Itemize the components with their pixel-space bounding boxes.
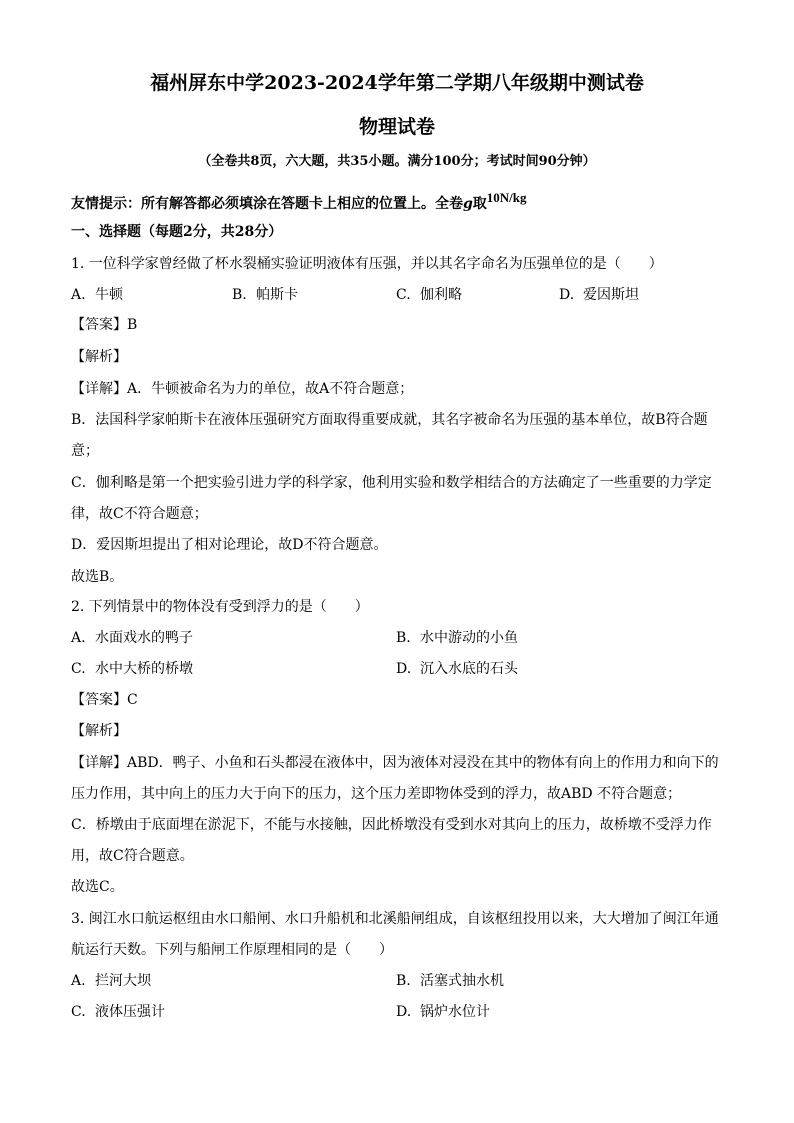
q3-option-a: A. 拦河大坝 [71, 973, 151, 989]
q1-option-b: B. 帕斯卡 [232, 287, 298, 303]
question-3-stem-cont: 航运行天数。下列与船闸工作原理相同的是（ ） [71, 942, 393, 958]
q2-answer: 【答案】C [71, 692, 138, 708]
question-1-stem: 1. 一位科学家曾经做了杯水裂桶实验证明液体有压强，并以其名字命名为压强单位的是（ ） [71, 256, 663, 272]
q3-option-b: B. 活塞式抽水机 [396, 973, 504, 989]
q2-detail-line: 【详解】ABD．鸭子、小鱼和石头都浸在液体中，因为液体对浸没在其中的物体有向上的作用力和向下的 [71, 755, 719, 771]
q2-analysis-label: 【解析】 [71, 723, 127, 739]
q2-detail-line: 用，故C符合题意。 [71, 848, 194, 864]
q3-option-c: C. 液体压强计 [71, 1004, 165, 1020]
question-3-stem: 3. 闽江水口航运枢纽由水口船闸、水口升船机和北溪船闸组成，自该枢纽投用以来，大大增加了闽江年通 [71, 911, 719, 927]
q2-option-c: C. 水中大桥的桥墩 [71, 661, 193, 677]
tip-text: 友情提示：所有解答都必须填涂在答题卡上相应的位置上。全卷 [71, 196, 463, 212]
q2-detail-line: 压力作用，其中向上的压力大于向下的压力，这个压力差即物体受到的浮力，故ABD 不符合题意； [71, 786, 682, 802]
q1-detail-line: 律，故C不符合题意； [71, 506, 208, 522]
friendly-tip [71, 188, 527, 214]
tip-take: 取 [472, 196, 487, 212]
q1-detail-line: 意； [71, 443, 99, 459]
q1-conclusion: 故选B。 [71, 569, 124, 585]
q1-option-d: D. 爱因斯坦 [559, 287, 639, 303]
section-heading: 一、选择题（每题2分，共28分） [71, 224, 283, 240]
tip-g: g [463, 196, 473, 212]
q1-detail-line: B．法国科学家帕斯卡在液体压强研究方面取得重要成就，其名字被命名为压强的基本单位，故B符合题 [71, 412, 708, 428]
q1-detail-line: 【详解】A．牛顿被命名为力的单位，故A不符合题意； [71, 381, 414, 397]
exam-info: （全卷共8页，六大题，共35小题。满分100分；考试时间90分钟） [198, 154, 596, 169]
q1-answer: 【答案】B [71, 317, 138, 333]
tip-unit: 10N/kg [486, 190, 527, 205]
q3-option-d: D. 锅炉水位计 [396, 1004, 490, 1020]
q2-option-a: A. 水面戏水的鸭子 [71, 630, 193, 646]
q2-detail-line: C．桥墩由于底面埋在淤泥下，不能与水接触，因此桥墩没有受到水对其向上的压力，故桥墩不受浮力作 [71, 817, 712, 833]
exam-title: 福州屏东中学2023-2024学年第二学期八年级期中测试卷 [150, 72, 644, 94]
q1-analysis-label: 【解析】 [71, 349, 127, 365]
q1-detail-line: C．伽利略是第一个把实验引进力学的科学家，他利用实验和数学相结合的方法确定了一些重要的力学定 [71, 475, 712, 491]
q2-option-b: B. 水中游动的小鱼 [396, 630, 518, 646]
q2-conclusion: 故选C。 [71, 879, 124, 895]
exam-subtitle: 物理试卷 [358, 116, 435, 138]
q1-option-c: C. 伽利略 [396, 287, 462, 303]
q2-option-d: D. 沉入水底的石头 [396, 661, 518, 677]
q1-detail-line: D．爱因斯坦提出了相对论理论，故D不符合题意。 [71, 537, 388, 553]
q1-option-a: A. 牛顿 [71, 287, 123, 303]
question-2-stem: 2. 下列情景中的物体没有受到浮力的是（ ） [71, 599, 369, 615]
